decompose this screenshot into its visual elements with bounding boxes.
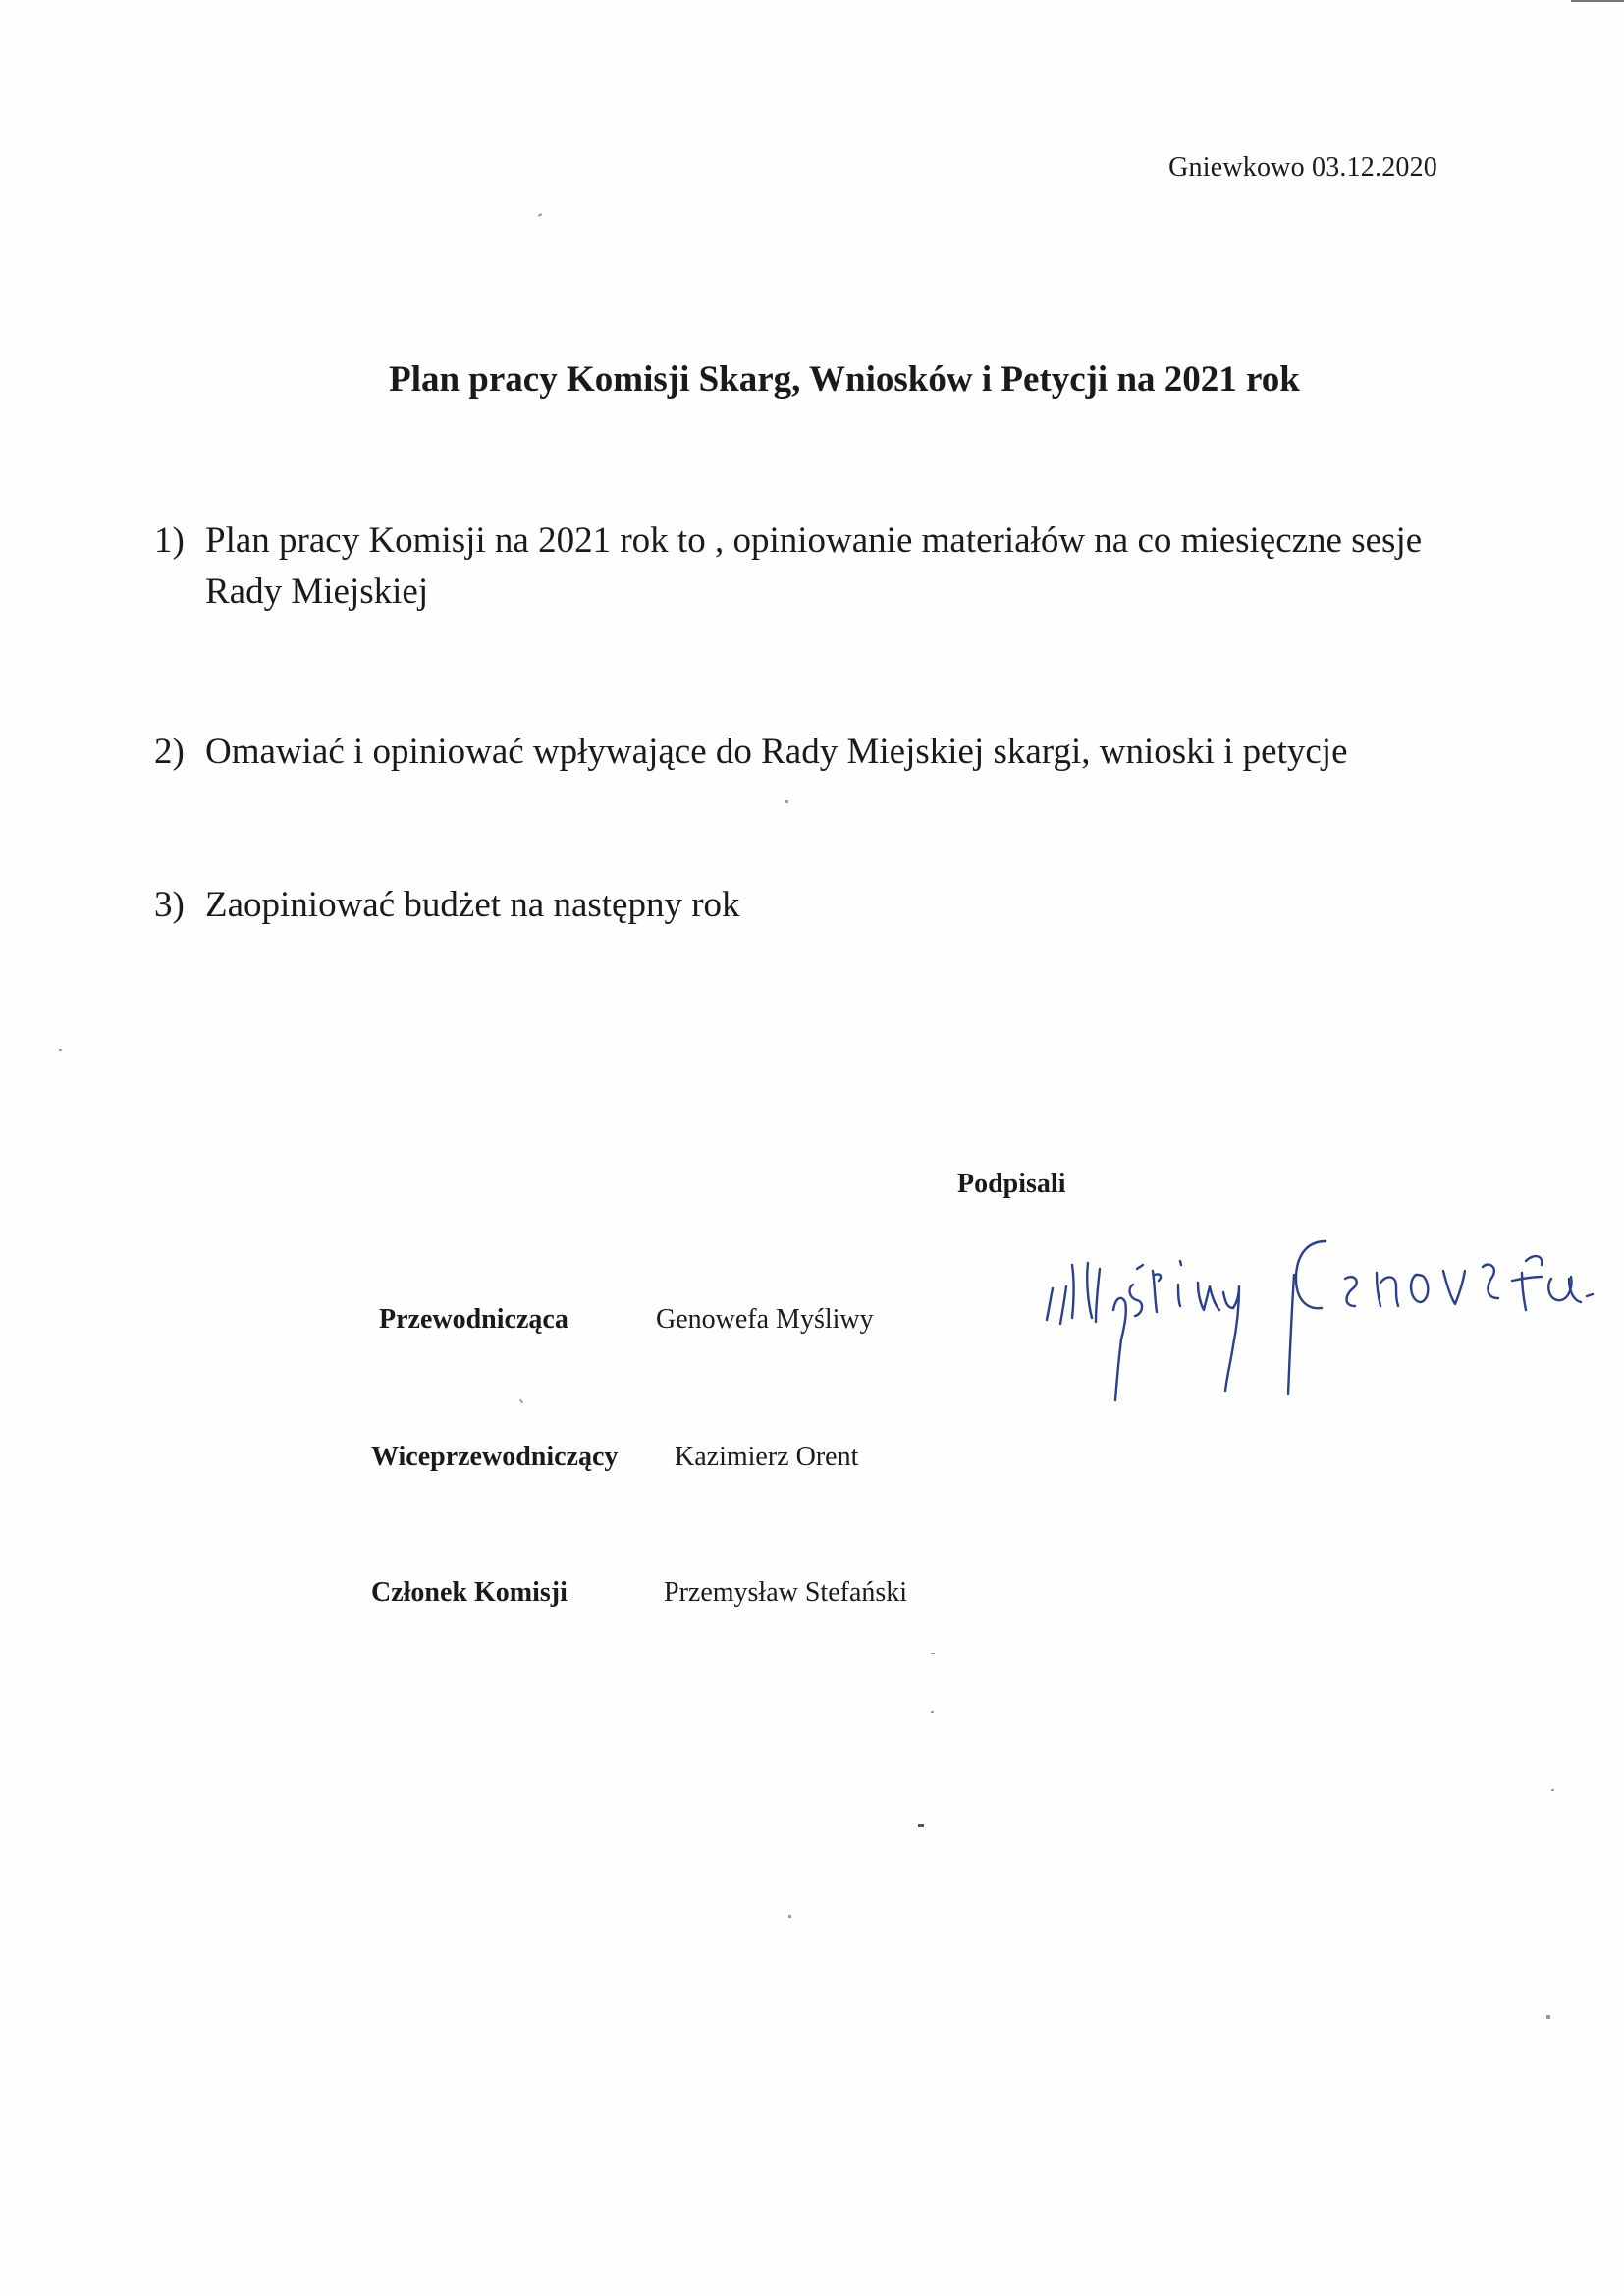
scan-speck	[1546, 2015, 1550, 2019]
scan-speck	[1571, 0, 1624, 2]
signatory-name: Kazimierz Orent	[675, 1442, 859, 1472]
list-item-text: Omawiać i opiniować wpływające do Rady Miejskiej skargi, wnioski i petycje	[205, 732, 1348, 772]
list-item	[154, 516, 1460, 624]
signatory-role: Wiceprzewodniczący	[371, 1442, 619, 1472]
list-item-text: Zaopiniować budżet na następny rok	[205, 885, 740, 925]
list-item	[154, 880, 1460, 935]
handwritten-signature	[1031, 1208, 1624, 1434]
scan-speck	[59, 1049, 62, 1051]
scan-speck	[785, 800, 788, 803]
signatory-name: Genowefa Myśliwy	[656, 1304, 874, 1335]
scan-speck	[519, 1399, 523, 1403]
signatory-role: Członek Komisji	[371, 1577, 568, 1608]
scan-speck	[538, 213, 542, 217]
list-item-number: 3)	[154, 885, 185, 925]
list-item-number: 2)	[154, 732, 185, 772]
signatory-name: Przemysław Stefański	[664, 1577, 908, 1608]
list-item	[154, 727, 1460, 782]
list-item-text: Plan pracy Komisji na 2021 rok to , opiniowanie materiałów na co miesięczne sesje Rady Miejskiej	[205, 520, 1423, 612]
scan-speck	[931, 1711, 934, 1713]
document-date: Gniewkowo 03.12.2020	[1168, 152, 1437, 183]
scan-speck	[1551, 1789, 1554, 1791]
signatory-role: Przewodnicząca	[379, 1304, 568, 1335]
document-title: Plan pracy Komisji Skarg, Wniosków i Petycji na 2021 rok	[389, 359, 1300, 400]
scan-speck	[931, 1653, 935, 1654]
list-item-number: 1)	[154, 520, 185, 561]
signatures-heading: Podpisali	[957, 1169, 1066, 1199]
scan-speck	[788, 1915, 791, 1918]
scan-speck	[918, 1824, 924, 1827]
